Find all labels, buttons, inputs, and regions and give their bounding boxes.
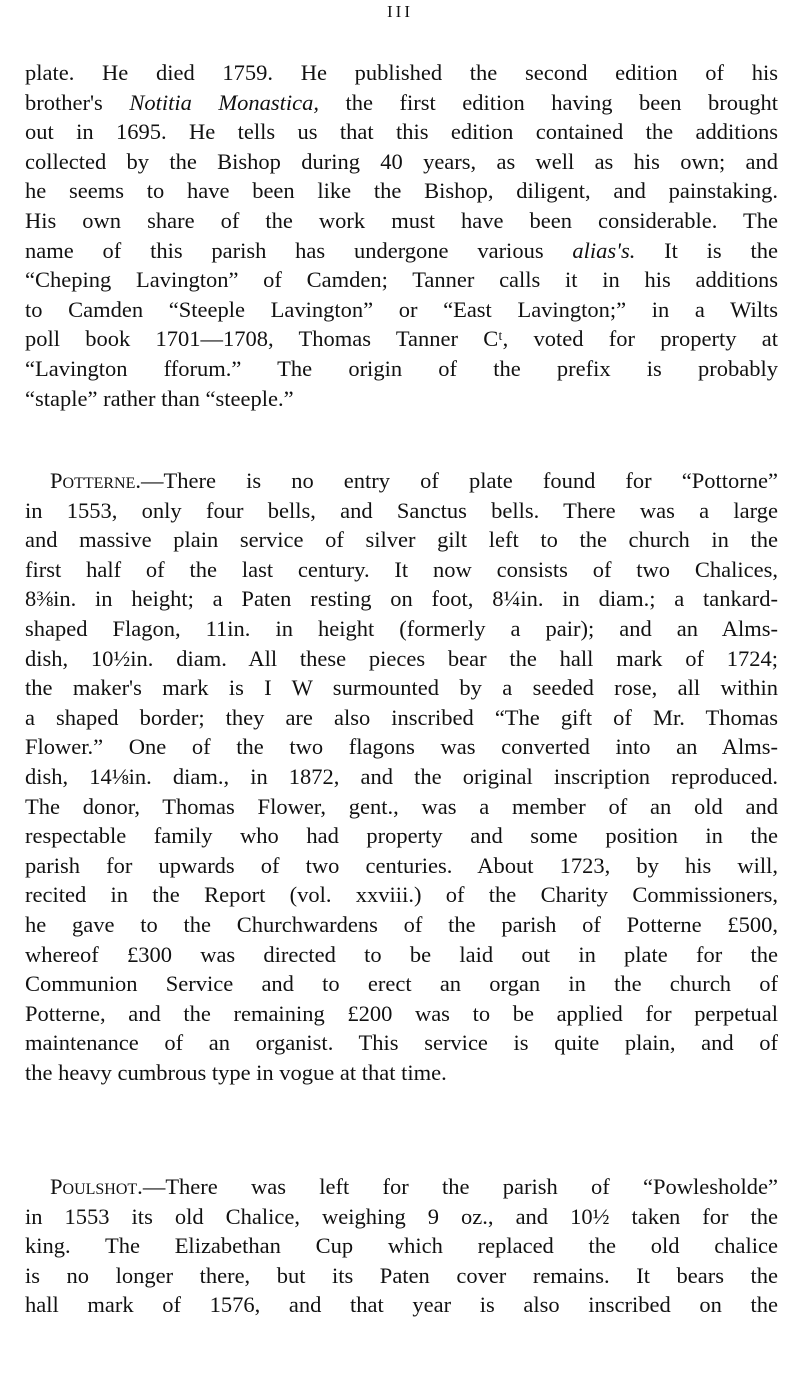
text-segment: His own share of the work must have been considerable. The (25, 207, 778, 233)
text-segment: the first edition having been brought (318, 89, 779, 115)
text-line (25, 969, 778, 999)
text-line (25, 821, 778, 851)
text-segment: —There was left for the parish of “Powlesholde” (142, 1174, 778, 1199)
text-segment: —There is no entry of plate found for “Pottorne” (141, 468, 778, 493)
text-line (25, 1202, 778, 1232)
text-segment: parish for upwards of two centuries. About 1723, by his will, (25, 852, 778, 878)
text-line (25, 324, 778, 354)
italic-text: Notitia Monastica, (129, 89, 319, 115)
text-line (25, 880, 778, 910)
text-segment: “Cheping Lavington” of Camden; Tanner calls it in his additions (25, 267, 778, 293)
text-line (25, 236, 778, 266)
text-segment: respectable family who had property and some position in the (25, 823, 778, 849)
text-line (25, 732, 778, 762)
text-line (25, 614, 778, 644)
text-line (25, 117, 778, 147)
text-segment: The donor, Thomas Flower, gent., was a member of an old and (25, 793, 778, 819)
text-segment: maintenance of an organist. This service is quite plain, and of (25, 1030, 778, 1056)
text-line (25, 295, 778, 325)
text-segment: whereof £300 was directed to be laid out in plate for the (25, 941, 778, 967)
text-line (25, 58, 778, 88)
section-heading: Poulshot. (50, 1174, 143, 1199)
text-line (25, 555, 778, 585)
text-segment: poll book 1701—1708, Thomas Tanner Cᵗ, voted for property at (25, 326, 778, 352)
text-segment: “staple” rather than “steeple.” (25, 385, 294, 411)
text-line (25, 673, 778, 703)
text-line (25, 703, 778, 733)
text-segment: hall mark of 1576, and that year is also inscribed on the (25, 1292, 778, 1318)
text-line (25, 466, 778, 496)
text-segment: in 1553 its old Chalice, weighing 9 oz., and 10½ taken for the (25, 1203, 778, 1229)
text-line (25, 999, 778, 1029)
text-segment: Potterne, and the remaining £200 was to be applied for perpetual (25, 1000, 778, 1026)
text-segment: and massive plain service of silver gilt left to the church in the (25, 527, 778, 553)
text-segment: is no longer there, but its Paten cover remains. It bears the (25, 1262, 778, 1288)
text-line (25, 176, 778, 206)
text-line (25, 88, 778, 118)
page-number: III (387, 2, 413, 21)
text-segment: in 1553, only four bells, and Sanctus bells. There was a large (25, 497, 778, 523)
text-segment: Flower.” One of the two flagons was converted into an Alms- (25, 734, 778, 760)
text-line (25, 762, 778, 792)
text-segment: 8⅜in. in height; a Paten resting on foot, 8¼in. in diam.; a tankard- (25, 586, 778, 612)
text-segment: first half of the last century. It now consists of two Chalices, (25, 556, 778, 582)
paragraph-potterne (25, 466, 778, 1087)
text-line (25, 354, 778, 384)
text-segment: recited in the Report (vol. xxviii.) of the Charity Commissioners, (25, 882, 778, 908)
text-line (25, 1028, 778, 1058)
italic-text: alias's. (572, 237, 636, 263)
text-line (25, 147, 778, 177)
text-line (25, 1172, 778, 1202)
text-segment: dish, 10½in. diam. All these pieces bear the hall mark of 1724; (25, 645, 778, 671)
text-line (25, 940, 778, 970)
text-segment: he gave to the Churchwardens of the parish of Potterne £500, (25, 911, 778, 937)
text-segment: dish, 14⅛in. diam., in 1872, and the original inscription reproduced. (25, 763, 778, 789)
text-segment: “Lavington fforum.” The origin of the prefix is probably (25, 355, 778, 381)
text-segment: It is the (635, 237, 778, 263)
text-segment: brother's (25, 89, 130, 115)
text-line (25, 1231, 778, 1261)
paragraph-lavington (25, 58, 778, 413)
text-line (25, 792, 778, 822)
text-line (25, 525, 778, 555)
text-segment: king. The Elizabethan Cup which replaced the old chalice (25, 1233, 778, 1259)
text-segment: collected by the Bishop during 40 years, as well as his own; and (25, 148, 778, 174)
text-line (25, 910, 778, 940)
text-segment: a shaped border; they are also inscribed “The gift of Mr. Thomas (25, 704, 778, 730)
text-line (25, 206, 778, 236)
text-line (25, 1290, 778, 1320)
text-segment: to Camden “Steeple Lavington” or “East Lavington;” in a Wilts (25, 296, 778, 322)
text-line (25, 584, 778, 614)
text-line (25, 644, 778, 674)
text-segment: plate. He died 1759. He published the second edition of his (25, 60, 778, 85)
text-segment: name of this parish has undergone various (25, 237, 573, 263)
text-segment: the maker's mark is I W surmounted by a seeded rose, all within (25, 675, 778, 701)
text-segment: he seems to have been like the Bishop, diligent, and painstaking. (25, 178, 778, 204)
text-line (25, 1261, 778, 1291)
text-segment: out in 1695. He tells us that this edition contained the additions (25, 119, 778, 145)
text-line (25, 851, 778, 881)
text-line (25, 1058, 778, 1088)
text-line (25, 384, 778, 414)
text-segment: Communion Service and to erect an organ in the church of (25, 971, 778, 997)
text-segment: the heavy cumbrous type in vogue at that time. (25, 1059, 447, 1085)
paragraph-poulshot (25, 1172, 778, 1320)
text-segment: shaped Flagon, 11in. in height (formerly a pair); and an Alms- (25, 615, 778, 641)
text-line (25, 496, 778, 526)
section-heading: Potterne. (50, 468, 142, 493)
text-line (25, 265, 778, 295)
